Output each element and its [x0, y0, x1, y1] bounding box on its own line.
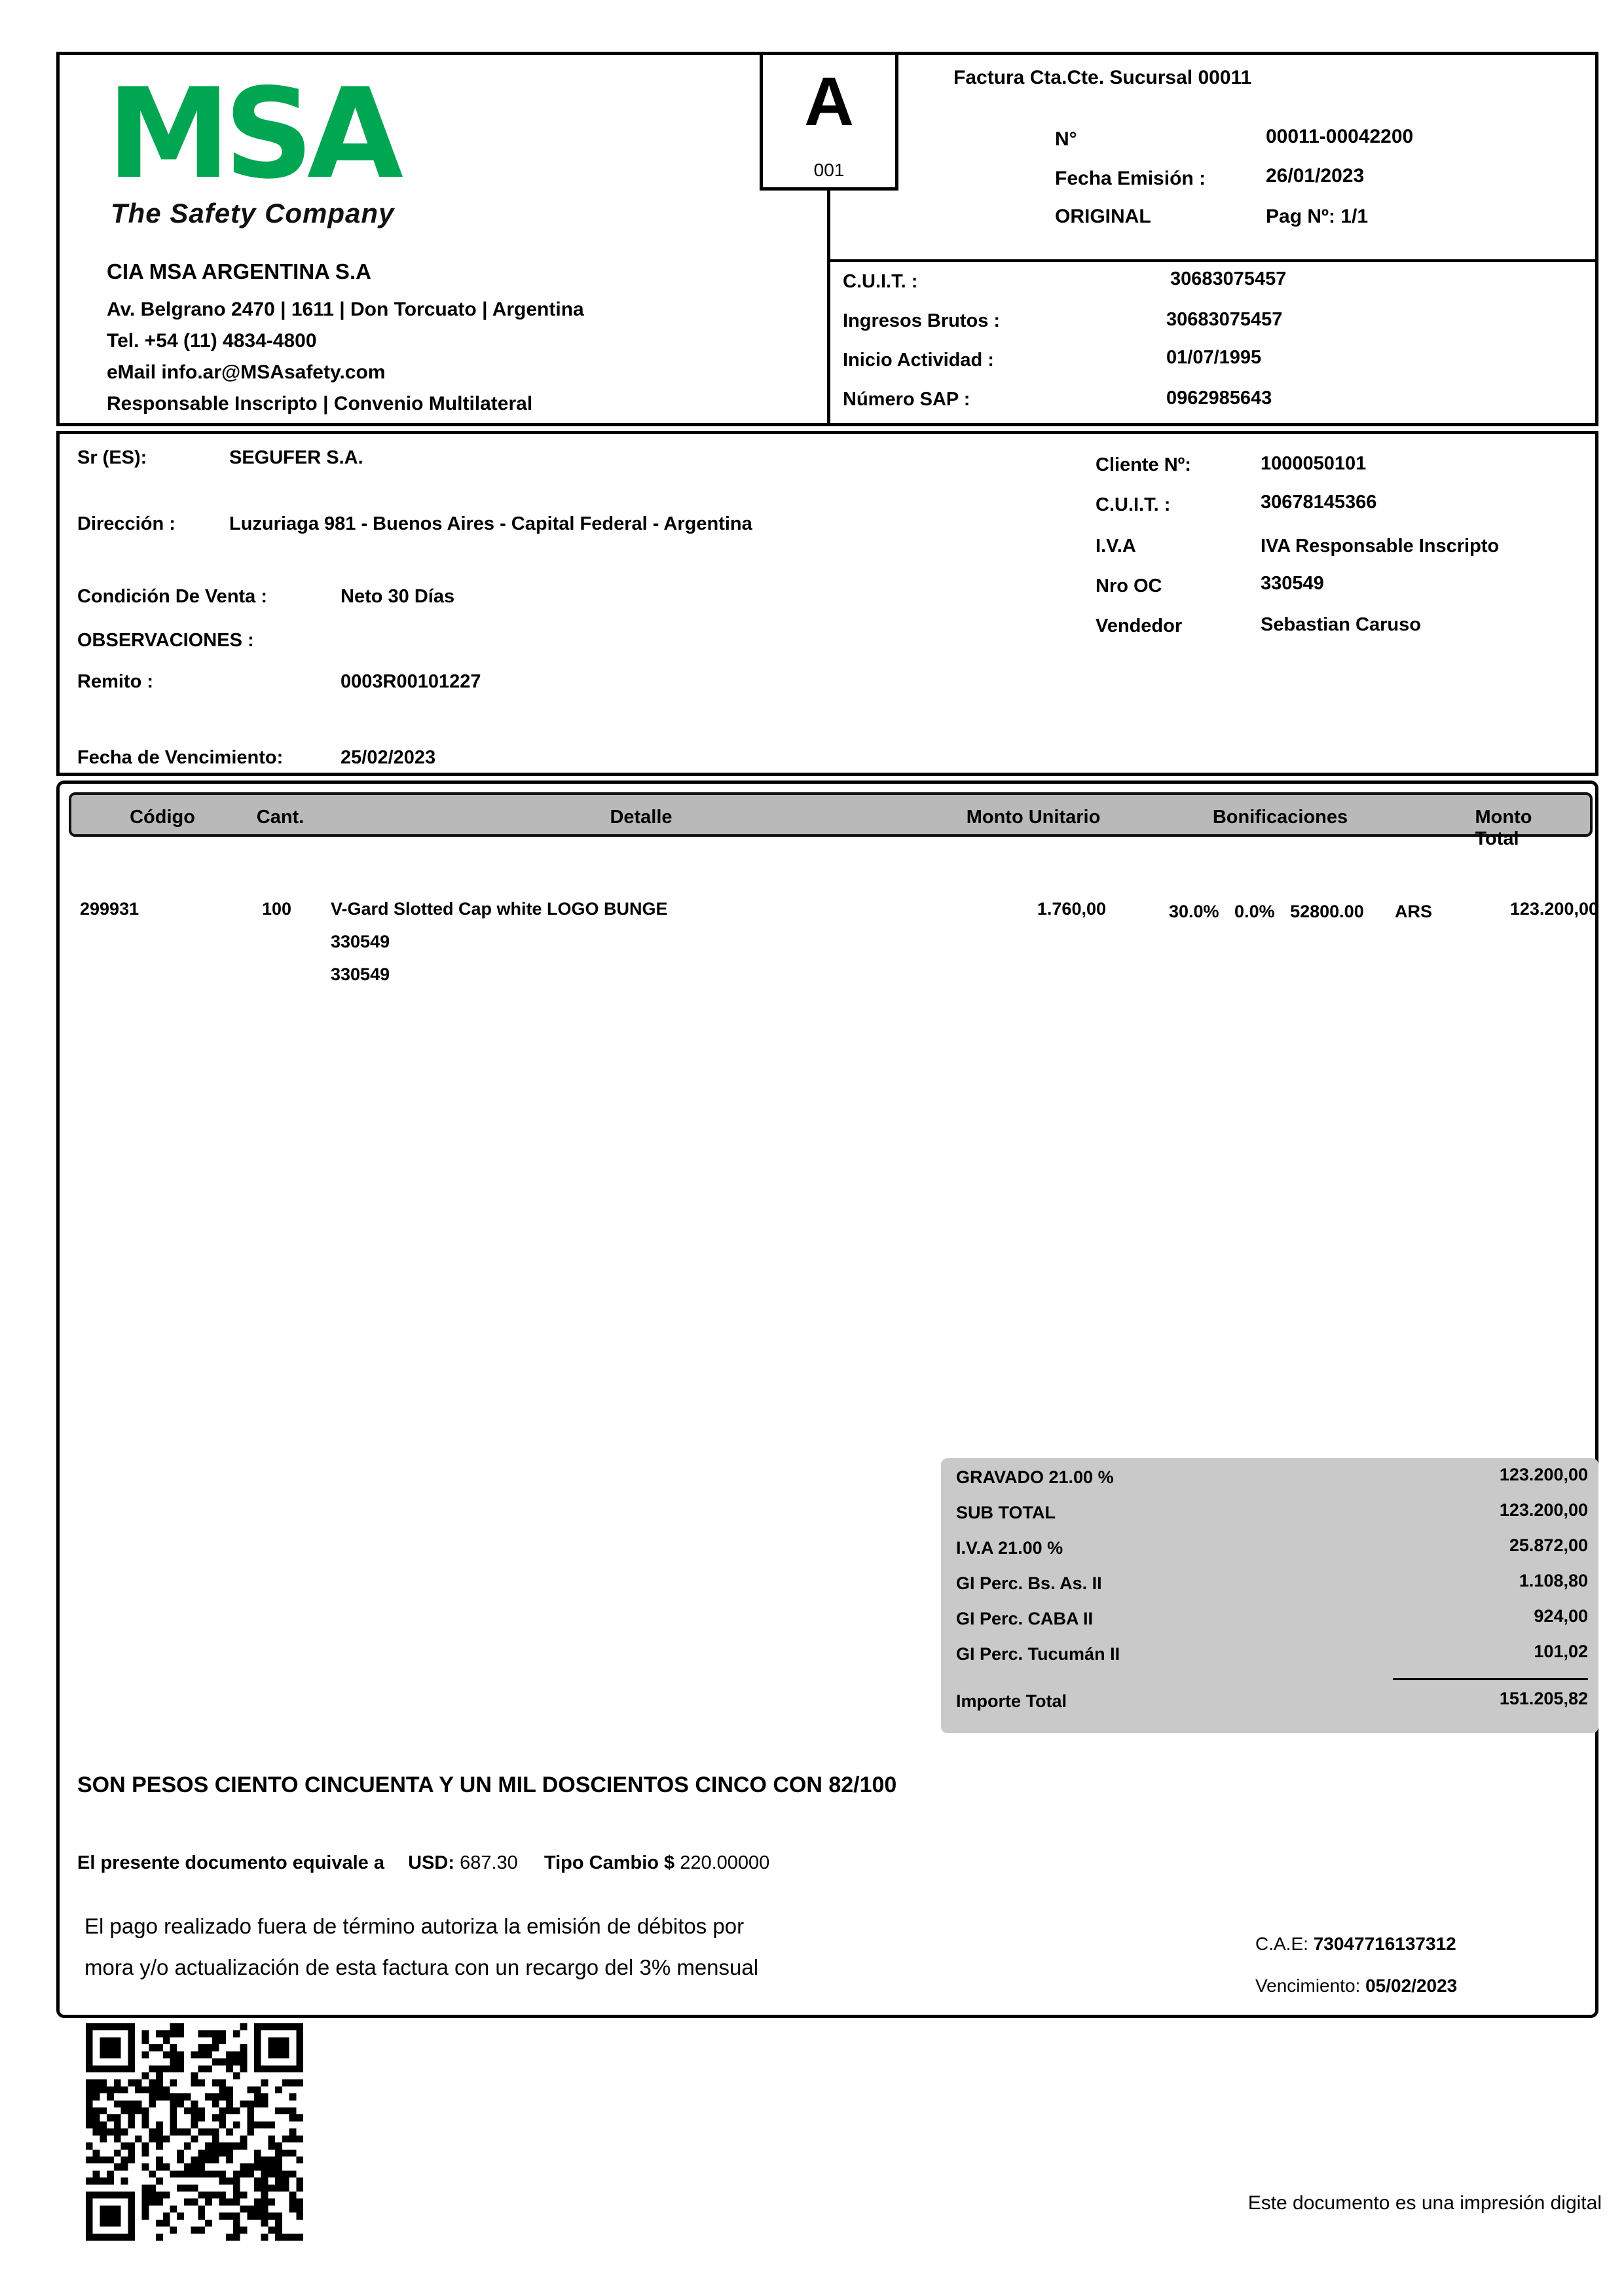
issue-date: 26/01/2023 — [1266, 165, 1365, 187]
item-detalle-line2: 330549 — [331, 932, 390, 951]
totals-iva-value: 25.872,00 — [1509, 1535, 1588, 1555]
seller-tax-status: Responsable Inscripto | Convenio Multilateral — [107, 393, 533, 414]
fiscal-inicio-value: 01/07/1995 — [1166, 347, 1262, 368]
client-iva-label: I.V.A — [1096, 536, 1136, 557]
header-box — [56, 52, 1598, 426]
late-payment-line1: El pago realizado fuera de término autoriza la emisión de débitos por — [84, 1914, 745, 1938]
col-codigo: Código — [130, 807, 195, 828]
importe-total-label: Importe Total — [956, 1691, 1067, 1711]
totals-iva-label: I.V.A 21.00 % — [956, 1538, 1063, 1558]
cae-line — [1255, 1934, 1456, 1955]
vendor-name: Sebastian Caruso — [1261, 614, 1421, 635]
amount-in-words: SON PESOS CIENTO CINCUENTA Y UN MIL DOSCIENTOS CINCO CON 82/100 — [77, 1772, 897, 1797]
client-address: Luzuriaga 981 - Buenos Aires - Capital Federal - Argentina — [229, 513, 752, 534]
cae-value: 73047716137312 — [1313, 1934, 1456, 1954]
client-oc: 330549 — [1261, 573, 1324, 594]
totals-gi-bsas-label: GI Perc. Bs. As. II — [956, 1573, 1102, 1593]
header-vertical-divider — [827, 191, 830, 426]
qr-code — [86, 2023, 303, 2241]
digital-note: Este documento es una impresión digital — [1247, 2192, 1602, 2214]
msa-logo: MSA — [107, 62, 397, 206]
totals-gi-caba-value: 924,00 — [1534, 1606, 1588, 1626]
msa-logo-tagline: The Safety Company — [111, 198, 395, 229]
invoice-number: 00011-00042200 — [1266, 126, 1414, 147]
equivalence-line — [77, 1852, 769, 1874]
cae-due-label: Vencimiento: — [1255, 1975, 1361, 1996]
invoice-type-box — [760, 52, 898, 191]
totals-gi-bsas-value: 1.108,80 — [1519, 1571, 1588, 1590]
item-monto-unitario: 1.760,00 — [1037, 899, 1106, 919]
sale-condition-label: Condición De Venta : — [77, 586, 268, 607]
totals-gi-caba-label: GI Perc. CABA II — [956, 1609, 1094, 1628]
client-number-label: Cliente Nº: — [1096, 454, 1191, 475]
due-date: 25/02/2023 — [341, 747, 436, 768]
client-sr-label: Sr (ES): — [77, 447, 147, 468]
totals-gi-tucuman-label: GI Perc. Tucumán II — [956, 1644, 1120, 1664]
rate-value: 220.00000 — [680, 1852, 770, 1873]
equivalence-prefix: El presente documento equivale a — [77, 1852, 384, 1873]
totals-gravado-label: GRAVADO 21.00 % — [956, 1467, 1114, 1487]
invoice-type-letter: A — [804, 64, 854, 140]
seller-phone: Tel. +54 (11) 4834-4800 — [107, 330, 317, 352]
cae-due-value: 05/02/2023 — [1365, 1975, 1458, 1996]
seller-address: Av. Belgrano 2470 | 1611 | Don Torcuato | Argentina — [107, 299, 584, 320]
fiscal-cuit-label: C.U.I.T. : — [843, 271, 918, 292]
importe-total-value: 151.205,82 — [1499, 1689, 1588, 1708]
table-header-bar — [69, 792, 1593, 849]
col-bonificaciones: Bonificaciones — [1212, 807, 1348, 828]
totals-subtotal-value: 123.200,00 — [1499, 1500, 1588, 1520]
totals-rule — [1393, 1678, 1588, 1680]
col-monto-unitario: Monto Unitario — [966, 807, 1101, 828]
col-cant: Cant. — [256, 807, 304, 828]
fiscal-inicio-label: Inicio Actividad : — [843, 350, 994, 371]
client-address-label: Dirección : — [77, 513, 175, 534]
remito-label: Remito : — [77, 671, 153, 692]
header-horizontal-divider — [827, 259, 1598, 262]
invoice-title: Factura Cta.Cte. Sucursal 00011 — [953, 67, 1252, 88]
invoice-number-label: N° — [1055, 128, 1077, 150]
page-label: Pag Nº: 1/1 — [1266, 206, 1369, 227]
sale-condition: Neto 30 Días — [341, 586, 455, 607]
item-codigo: 299931 — [80, 899, 139, 919]
col-detalle: Detalle — [610, 807, 673, 828]
client-box — [56, 431, 1598, 776]
seller-email: eMail info.ar@MSAsafety.com — [107, 361, 386, 383]
rate-label: Tipo Cambio $ — [544, 1852, 675, 1873]
item-bonificaciones: 30.0% 0.0% 52800.00 — [1169, 902, 1364, 921]
fiscal-sap-value: 0962985643 — [1166, 388, 1272, 409]
totals-box — [941, 1458, 1598, 1733]
observations-label: OBSERVACIONES : — [77, 630, 254, 651]
item-currency: ARS — [1395, 902, 1433, 921]
client-cuit: 30678145366 — [1261, 492, 1377, 513]
totals-gravado-value: 123.200,00 — [1499, 1465, 1588, 1484]
remito-value: 0003R00101227 — [341, 671, 481, 692]
totals-gi-tucuman-value: 101,02 — [1534, 1642, 1588, 1661]
item-monto-total: 123.200,00 — [1509, 899, 1598, 919]
usd-label: USD: — [408, 1852, 454, 1873]
late-payment-line2: mora y/o actualización de esta factura con un recargo del 3% mensual — [84, 1955, 759, 1979]
item-detalle-line1: V-Gard Slotted Cap white LOGO BUNGE — [331, 899, 668, 919]
client-name: SEGUFER S.A. — [229, 447, 363, 468]
due-date-label: Fecha de Vencimiento: — [77, 747, 284, 768]
fiscal-iibb-label: Ingresos Brutos : — [843, 310, 1001, 331]
items-box — [56, 780, 1598, 2018]
client-oc-label: Nro OC — [1096, 576, 1162, 597]
original-label: ORIGINAL — [1055, 206, 1151, 227]
fiscal-cuit-value: 30683075457 — [1170, 268, 1287, 289]
client-cuit-label: C.U.I.T. : — [1096, 494, 1171, 515]
invoice-type-code: 001 — [813, 160, 845, 180]
vendor-label: Vendedor — [1096, 615, 1183, 636]
usd-value: 687.30 — [460, 1852, 518, 1873]
item-detalle-line3: 330549 — [331, 964, 390, 984]
cae-due-line — [1255, 1975, 1457, 1996]
issue-date-label: Fecha Emisión : — [1055, 168, 1206, 189]
cae-label: C.A.E: — [1255, 1934, 1308, 1954]
fiscal-sap-label: Número SAP : — [843, 389, 970, 410]
client-iva: IVA Responsable Inscripto — [1261, 536, 1500, 557]
item-cant: 100 — [261, 899, 291, 919]
fiscal-iibb-value: 30683075457 — [1166, 309, 1283, 330]
col-monto-total: Monto Total — [1475, 807, 1532, 849]
client-number: 1000050101 — [1261, 453, 1367, 474]
totals-subtotal-label: SUB TOTAL — [956, 1503, 1056, 1522]
seller-name: CIA MSA ARGENTINA S.A — [107, 259, 371, 284]
